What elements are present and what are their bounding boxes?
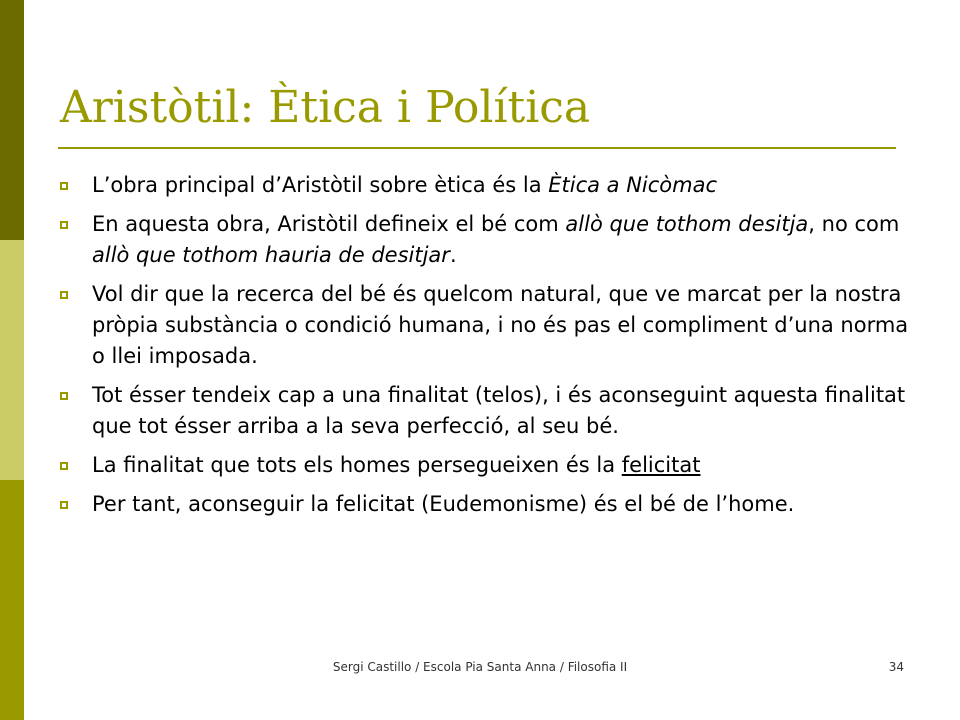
italic-text: Ètica a Nicòmac [548,173,718,197]
bullet-item [60,380,910,442]
italic-text: allò que tothom desitja [565,212,809,236]
bullet-item [60,450,910,481]
bullet-text [92,453,700,477]
bullet-text [92,173,717,197]
text-run: La finalitat que tots els homes persegueixen és la [92,453,622,477]
bullet-text [92,212,899,267]
bullet-square-icon [60,182,68,190]
bullet-square-icon [60,392,68,400]
underlined-text: felicitat [621,453,701,477]
text-run: , no com [808,212,900,236]
page-number: 34 [888,660,904,674]
bullet-text [92,383,905,438]
bullet-item [60,489,910,520]
sidebar-stripe-medium [0,480,24,720]
bullet-square-icon [60,462,68,470]
sidebar-stripe-dark [0,0,24,240]
slide-title: Aristòtil: Ètica i Política [60,82,591,133]
title-underline-rule [58,147,896,149]
bullet-text [92,282,908,368]
italic-text: allò que tothom hauria de desitjar [92,243,450,267]
text-run: En aquesta obra, Aristòtil defineix el bé com [92,212,566,236]
text-run: . [449,243,457,267]
bullet-item [60,209,910,271]
slide-footer: Sergi Castillo / Escola Pia Santa Anna / Filosofia II [332,660,628,674]
text-run: L’obra principal d’Aristòtil sobre ètica és la [92,173,549,197]
sidebar-stripe-light [0,240,24,480]
text-run: Tot ésser tendeix cap a una finalitat (telos), i és aconseguint aquesta finalitat que tot ésser arriba a la seva perfecció, al seu bé. [92,383,906,438]
bullet-text [92,492,794,516]
bullet-item [60,170,910,201]
bullet-square-icon [60,291,68,299]
bullet-square-icon [60,501,68,509]
text-run: Per tant, aconseguir la felicitat (Eudemonisme) és el bé de l’home. [92,492,795,516]
bullet-square-icon [60,221,68,229]
bullet-item [60,279,910,372]
text-run: Vol dir que la recerca del bé és quelcom natural, que ve marcat per la nostra pròpia substància o condició humana, i no és pas el compliment d’una norma o llei imposada. [92,282,909,368]
bullet-list [60,170,910,528]
